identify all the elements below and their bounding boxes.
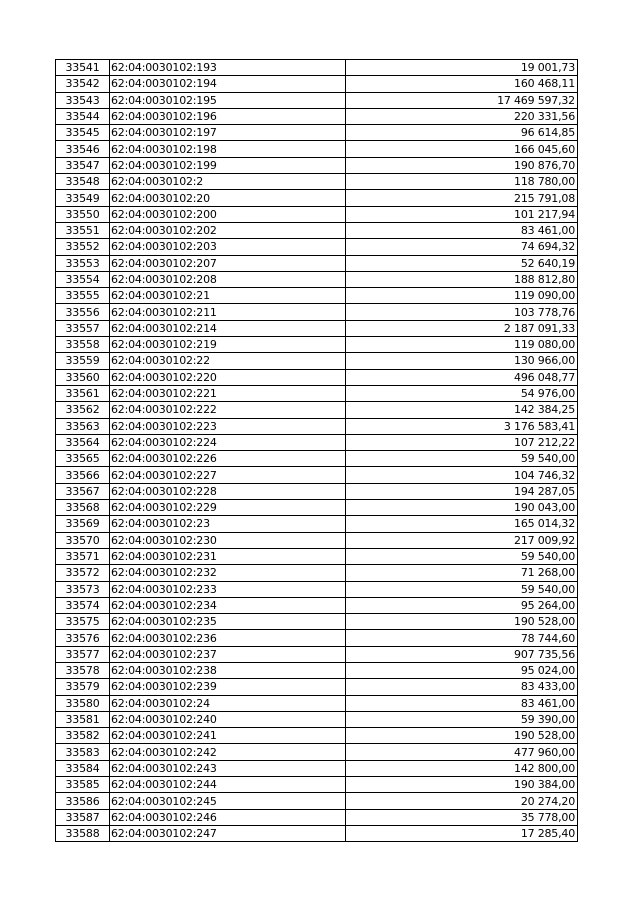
row-number-cell: 33561 [56, 385, 110, 401]
value-cell: 142 384,25 [346, 402, 578, 418]
value-cell: 20 274,20 [346, 793, 578, 809]
value-cell: 188 812,80 [346, 271, 578, 287]
row-number-cell: 33576 [56, 630, 110, 646]
cadastral-number-cell: 62:04:0030102:227 [110, 467, 346, 483]
row-number-cell: 33565 [56, 451, 110, 467]
table-row [56, 369, 578, 385]
value-cell: 907 735,56 [346, 646, 578, 662]
cadastral-number-cell: 62:04:0030102:229 [110, 500, 346, 516]
cadastral-number-cell: 62:04:0030102:245 [110, 793, 346, 809]
row-number-cell: 33550 [56, 206, 110, 222]
row-number-cell: 33581 [56, 711, 110, 727]
cadastral-number-cell: 62:04:0030102:239 [110, 679, 346, 695]
value-cell: 215 791,08 [346, 190, 578, 206]
cadastral-number-cell: 62:04:0030102:243 [110, 760, 346, 776]
row-number-cell: 33571 [56, 548, 110, 564]
value-cell: 59 540,00 [346, 581, 578, 597]
cadastral-value-table [55, 59, 578, 842]
row-number-cell: 33583 [56, 744, 110, 760]
cadastral-number-cell: 62:04:0030102:236 [110, 630, 346, 646]
cadastral-number-cell: 62:04:0030102:223 [110, 418, 346, 434]
value-cell: 160 468,11 [346, 76, 578, 92]
table-row [56, 532, 578, 548]
cadastral-number-cell: 62:04:0030102:246 [110, 809, 346, 825]
cadastral-number-cell: 62:04:0030102:232 [110, 565, 346, 581]
table-row [56, 467, 578, 483]
table-row [56, 565, 578, 581]
value-cell: 107 212,22 [346, 434, 578, 450]
row-number-cell: 33559 [56, 353, 110, 369]
table-row [56, 418, 578, 434]
table-row [56, 157, 578, 173]
table-row [56, 777, 578, 793]
cadastral-number-cell: 62:04:0030102:230 [110, 532, 346, 548]
cadastral-number-cell: 62:04:0030102:211 [110, 304, 346, 320]
cadastral-number-cell: 62:04:0030102:222 [110, 402, 346, 418]
cadastral-number-cell: 62:04:0030102:203 [110, 239, 346, 255]
cadastral-number-cell: 62:04:0030102:233 [110, 581, 346, 597]
value-cell: 103 778,76 [346, 304, 578, 320]
cadastral-number-cell: 62:04:0030102:197 [110, 125, 346, 141]
table-row [56, 337, 578, 353]
value-cell: 59 390,00 [346, 711, 578, 727]
row-number-cell: 33587 [56, 809, 110, 825]
cadastral-number-cell: 62:04:0030102:20 [110, 190, 346, 206]
table-row [56, 744, 578, 760]
table-row [56, 695, 578, 711]
cadastral-number-cell: 62:04:0030102:220 [110, 369, 346, 385]
value-cell: 71 268,00 [346, 565, 578, 581]
table-row [56, 353, 578, 369]
table-row [56, 304, 578, 320]
cadastral-number-cell: 62:04:0030102:224 [110, 434, 346, 450]
table-body [56, 60, 578, 842]
cadastral-number-cell: 62:04:0030102:198 [110, 141, 346, 157]
table-row [56, 60, 578, 76]
table-row [56, 548, 578, 564]
row-number-cell: 33545 [56, 125, 110, 141]
cadastral-number-cell: 62:04:0030102:200 [110, 206, 346, 222]
table-row [56, 646, 578, 662]
cadastral-number-cell: 62:04:0030102:226 [110, 451, 346, 467]
table-row [56, 206, 578, 222]
cadastral-number-cell: 62:04:0030102:207 [110, 255, 346, 271]
value-cell: 142 800,00 [346, 760, 578, 776]
cadastral-number-cell: 62:04:0030102:199 [110, 157, 346, 173]
table-row [56, 76, 578, 92]
cadastral-number-cell: 62:04:0030102:234 [110, 597, 346, 613]
row-number-cell: 33582 [56, 728, 110, 744]
row-number-cell: 33588 [56, 825, 110, 841]
value-cell: 83 461,00 [346, 222, 578, 238]
value-cell: 190 043,00 [346, 500, 578, 516]
table-row [56, 385, 578, 401]
row-number-cell: 33552 [56, 239, 110, 255]
row-number-cell: 33584 [56, 760, 110, 776]
row-number-cell: 33580 [56, 695, 110, 711]
cadastral-number-cell: 62:04:0030102:193 [110, 60, 346, 76]
table-row [56, 125, 578, 141]
row-number-cell: 33572 [56, 565, 110, 581]
value-cell: 78 744,60 [346, 630, 578, 646]
value-cell: 130 966,00 [346, 353, 578, 369]
table-row [56, 141, 578, 157]
table-row [56, 108, 578, 124]
cadastral-number-cell: 62:04:0030102:214 [110, 320, 346, 336]
value-cell: 190 528,00 [346, 614, 578, 630]
row-number-cell: 33560 [56, 369, 110, 385]
row-number-cell: 33578 [56, 662, 110, 678]
value-cell: 477 960,00 [346, 744, 578, 760]
table-row [56, 288, 578, 304]
row-number-cell: 33555 [56, 288, 110, 304]
row-number-cell: 33577 [56, 646, 110, 662]
value-cell: 19 001,73 [346, 60, 578, 76]
value-cell: 165 014,32 [346, 516, 578, 532]
value-cell: 74 694,32 [346, 239, 578, 255]
value-cell: 220 331,56 [346, 108, 578, 124]
value-cell: 17 285,40 [346, 825, 578, 841]
cadastral-number-cell: 62:04:0030102:208 [110, 271, 346, 287]
cadastral-number-cell: 62:04:0030102:24 [110, 695, 346, 711]
cadastral-number-cell: 62:04:0030102:235 [110, 614, 346, 630]
value-cell: 217 009,92 [346, 532, 578, 548]
table-row [56, 662, 578, 678]
cadastral-number-cell: 62:04:0030102:194 [110, 76, 346, 92]
table-row [56, 434, 578, 450]
value-cell: 2 187 091,33 [346, 320, 578, 336]
cadastral-number-cell: 62:04:0030102:238 [110, 662, 346, 678]
value-cell: 35 778,00 [346, 809, 578, 825]
value-cell: 496 048,77 [346, 369, 578, 385]
value-cell: 3 176 583,41 [346, 418, 578, 434]
row-number-cell: 33579 [56, 679, 110, 695]
value-cell: 17 469 597,32 [346, 92, 578, 108]
cadastral-number-cell: 62:04:0030102:23 [110, 516, 346, 532]
table-row [56, 825, 578, 841]
row-number-cell: 33548 [56, 174, 110, 190]
value-cell: 95 264,00 [346, 597, 578, 613]
table-row [56, 711, 578, 727]
value-cell: 194 287,05 [346, 483, 578, 499]
value-cell: 59 540,00 [346, 451, 578, 467]
row-number-cell: 33547 [56, 157, 110, 173]
row-number-cell: 33569 [56, 516, 110, 532]
table-row [56, 630, 578, 646]
table-row [56, 271, 578, 287]
cadastral-number-cell: 62:04:0030102:242 [110, 744, 346, 760]
cadastral-number-cell: 62:04:0030102:21 [110, 288, 346, 304]
value-cell: 52 640,19 [346, 255, 578, 271]
table-row [56, 516, 578, 532]
table-row [56, 679, 578, 695]
cadastral-number-cell: 62:04:0030102:219 [110, 337, 346, 353]
cadastral-number-cell: 62:04:0030102:196 [110, 108, 346, 124]
value-cell: 190 528,00 [346, 728, 578, 744]
cadastral-number-cell: 62:04:0030102:202 [110, 222, 346, 238]
cadastral-number-cell: 62:04:0030102:195 [110, 92, 346, 108]
row-number-cell: 33558 [56, 337, 110, 353]
row-number-cell: 33575 [56, 614, 110, 630]
row-number-cell: 33573 [56, 581, 110, 597]
table-row [56, 174, 578, 190]
cadastral-number-cell: 62:04:0030102:247 [110, 825, 346, 841]
cadastral-number-cell: 62:04:0030102:2 [110, 174, 346, 190]
table-row [56, 402, 578, 418]
value-cell: 101 217,94 [346, 206, 578, 222]
value-cell: 59 540,00 [346, 548, 578, 564]
value-cell: 96 614,85 [346, 125, 578, 141]
row-number-cell: 33551 [56, 222, 110, 238]
value-cell: 119 080,00 [346, 337, 578, 353]
value-cell: 104 746,32 [346, 467, 578, 483]
table-row [56, 320, 578, 336]
row-number-cell: 33574 [56, 597, 110, 613]
row-number-cell: 33554 [56, 271, 110, 287]
row-number-cell: 33563 [56, 418, 110, 434]
row-number-cell: 33570 [56, 532, 110, 548]
table-row [56, 793, 578, 809]
cadastral-number-cell: 62:04:0030102:231 [110, 548, 346, 564]
value-cell: 190 384,00 [346, 777, 578, 793]
value-cell: 119 090,00 [346, 288, 578, 304]
value-cell: 190 876,70 [346, 157, 578, 173]
value-cell: 83 461,00 [346, 695, 578, 711]
table-row [56, 809, 578, 825]
row-number-cell: 33546 [56, 141, 110, 157]
value-cell: 166 045,60 [346, 141, 578, 157]
row-number-cell: 33543 [56, 92, 110, 108]
cadastral-number-cell: 62:04:0030102:22 [110, 353, 346, 369]
table-row [56, 500, 578, 516]
value-cell: 95 024,00 [346, 662, 578, 678]
table-row [56, 222, 578, 238]
table-row [56, 190, 578, 206]
row-number-cell: 33541 [56, 60, 110, 76]
row-number-cell: 33567 [56, 483, 110, 499]
row-number-cell: 33557 [56, 320, 110, 336]
row-number-cell: 33585 [56, 777, 110, 793]
row-number-cell: 33544 [56, 108, 110, 124]
value-cell: 54 976,00 [346, 385, 578, 401]
cadastral-number-cell: 62:04:0030102:221 [110, 385, 346, 401]
table-row [56, 451, 578, 467]
row-number-cell: 33542 [56, 76, 110, 92]
table-row [56, 581, 578, 597]
row-number-cell: 33566 [56, 467, 110, 483]
table-row [56, 760, 578, 776]
table-row [56, 92, 578, 108]
table-row [56, 597, 578, 613]
cadastral-number-cell: 62:04:0030102:240 [110, 711, 346, 727]
cadastral-number-cell: 62:04:0030102:228 [110, 483, 346, 499]
row-number-cell: 33562 [56, 402, 110, 418]
table-row [56, 483, 578, 499]
value-cell: 118 780,00 [346, 174, 578, 190]
table-row [56, 614, 578, 630]
row-number-cell: 33564 [56, 434, 110, 450]
row-number-cell: 33556 [56, 304, 110, 320]
table-row [56, 239, 578, 255]
cadastral-number-cell: 62:04:0030102:237 [110, 646, 346, 662]
row-number-cell: 33568 [56, 500, 110, 516]
value-cell: 83 433,00 [346, 679, 578, 695]
row-number-cell: 33553 [56, 255, 110, 271]
cadastral-number-cell: 62:04:0030102:244 [110, 777, 346, 793]
cadastral-number-cell: 62:04:0030102:241 [110, 728, 346, 744]
table-row [56, 255, 578, 271]
row-number-cell: 33549 [56, 190, 110, 206]
table-row [56, 728, 578, 744]
row-number-cell: 33586 [56, 793, 110, 809]
